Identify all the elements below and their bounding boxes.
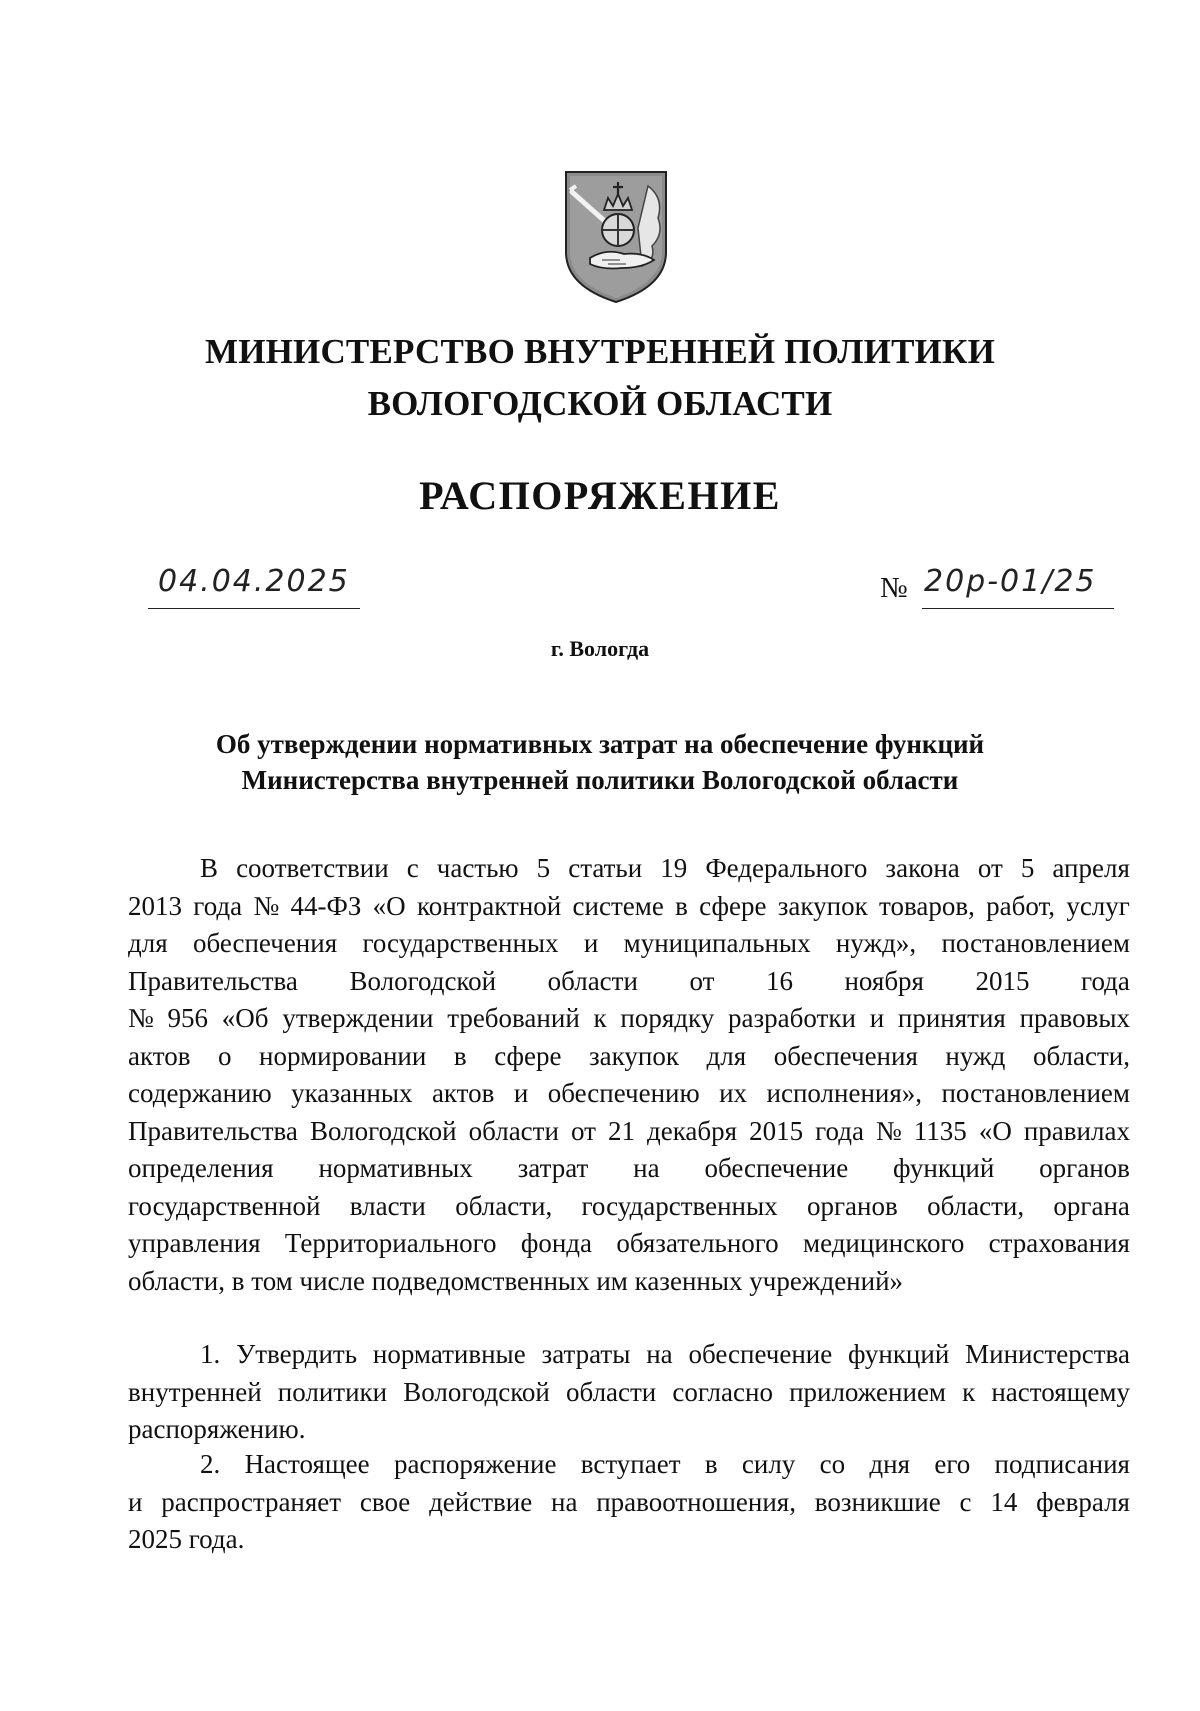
word: обеспечения <box>773 1040 918 1071</box>
word: закона <box>885 853 960 883</box>
preamble-line <box>128 963 1130 1001</box>
word: Утвердить <box>236 1339 358 1369</box>
word: и <box>128 1486 143 1517</box>
word: «О <box>978 1115 1012 1146</box>
word: затрат <box>517 1153 589 1183</box>
word: от <box>570 1115 596 1146</box>
word: актов <box>128 1040 191 1071</box>
word: и <box>869 1003 885 1033</box>
word: Вологодской <box>309 1115 457 1146</box>
word: затраты <box>541 1339 631 1369</box>
word: сфере <box>494 1040 562 1071</box>
word: органов <box>1039 1153 1130 1183</box>
word: функций <box>848 1339 950 1369</box>
word: подписания <box>994 1449 1130 1479</box>
word: распоряжение <box>393 1449 557 1479</box>
word: работ, <box>986 890 1056 921</box>
word: 1135 <box>913 1115 967 1146</box>
word: для <box>706 1040 747 1071</box>
word: области <box>566 1376 657 1407</box>
document-number <box>880 562 1120 608</box>
preamble-line <box>128 1075 1130 1113</box>
word: года <box>193 890 243 921</box>
subject-line1: Об утверждении нормативных затрат на обеспечение функций <box>215 729 985 759</box>
word: власти <box>349 1190 426 1221</box>
word: на <box>646 1339 673 1369</box>
preamble-line <box>128 1225 1130 1263</box>
word: с <box>406 853 419 883</box>
item-1-paragraph <box>128 1336 1130 1449</box>
word: для <box>128 928 168 958</box>
word: № <box>128 1003 154 1033</box>
word: № <box>876 1115 902 1146</box>
word: апреля <box>1052 853 1130 883</box>
word: 21 <box>607 1115 635 1146</box>
word: февраля <box>1036 1486 1130 1517</box>
word: обеспечения <box>192 928 338 958</box>
word: нужд», <box>835 928 917 958</box>
word: силу <box>741 1449 796 1479</box>
word: управления <box>128 1228 261 1258</box>
word: дня <box>869 1449 911 1479</box>
word: Вологодской <box>403 1376 550 1407</box>
word: Министерства <box>965 1339 1130 1369</box>
word: Правительства <box>128 1115 298 1146</box>
word: настоящему <box>991 1376 1130 1407</box>
item-1-line <box>128 1336 1130 1374</box>
word: обеспечение <box>688 1339 833 1369</box>
word: 2013 <box>128 890 182 921</box>
word: внутренней <box>128 1376 262 1407</box>
handwritten-date: 04.04.2025 <box>158 564 350 599</box>
word: правоотношения, <box>596 1486 796 1517</box>
word: 956 <box>167 1003 209 1033</box>
word: исполнения», <box>766 1078 923 1108</box>
vologda-coat-of-arms-icon <box>560 168 672 306</box>
word: области, <box>927 1190 1025 1221</box>
word: нормативные <box>372 1339 526 1369</box>
word: порядку <box>620 1003 715 1033</box>
word: 5 <box>536 853 551 883</box>
word: их <box>719 1078 748 1108</box>
word: соответствии <box>236 853 389 883</box>
city-name: г. Вологда <box>550 636 650 661</box>
ministry-name-line1: МИНИСТЕРСТВО ВНУТРЕННЕЙ ПОЛИТИКИ <box>204 332 996 371</box>
document-subject <box>0 726 1200 798</box>
word: фонда <box>520 1228 593 1258</box>
item-2-line <box>128 1446 1130 1484</box>
preamble-line <box>128 888 1130 926</box>
item-1-line <box>128 1374 1130 1412</box>
word: правовых <box>1019 1003 1130 1033</box>
preamble-line <box>128 1000 1130 1038</box>
word: приложением <box>789 1376 947 1407</box>
word: области <box>547 965 638 996</box>
word: области, <box>455 1190 553 1221</box>
word: обязательного <box>616 1228 779 1258</box>
word: области <box>468 1115 559 1146</box>
word: к <box>962 1376 976 1407</box>
word: от <box>689 965 715 996</box>
preamble-line <box>128 1038 1130 1076</box>
word: года <box>815 1115 864 1146</box>
preamble-paragraph <box>128 850 1130 1300</box>
word: «Об <box>221 1003 269 1033</box>
word: политики <box>277 1376 388 1407</box>
word: 19 <box>660 853 688 883</box>
word: страхования <box>988 1228 1130 1258</box>
word: области, <box>1032 1040 1130 1071</box>
preamble-line: области, в том числе подведомственных им казенных учреждений» <box>128 1265 904 1296</box>
word: со <box>819 1449 846 1479</box>
document-type-title: РАСПОРЯЖЕНИЕ <box>419 473 781 518</box>
word: на <box>633 1153 660 1183</box>
word: Вологодской <box>349 965 497 996</box>
word: правилах <box>1023 1115 1130 1146</box>
word: в <box>704 1449 718 1479</box>
word: его <box>934 1449 971 1479</box>
word: о <box>217 1040 232 1071</box>
word: на <box>551 1486 578 1517</box>
word: к <box>593 1003 607 1033</box>
word: В <box>200 853 219 883</box>
word: функций <box>893 1153 995 1183</box>
word: определения <box>128 1153 274 1183</box>
word: обеспечение <box>704 1153 849 1183</box>
word: государственной <box>128 1190 321 1221</box>
word: распространяет <box>161 1486 342 1517</box>
word: 16 <box>765 965 793 996</box>
word: статьи <box>568 853 643 883</box>
word: содержанию <box>128 1078 272 1108</box>
word: года <box>1081 965 1130 996</box>
word: разработки <box>728 1003 856 1033</box>
word: актов <box>431 1078 495 1108</box>
preamble-line <box>128 925 1130 963</box>
word: закупок <box>589 1040 679 1071</box>
ministry-name-line2: ВОЛОГОДСКОЙ ОБЛАСТИ <box>367 384 833 423</box>
word: и <box>513 1078 529 1108</box>
word: указанных <box>291 1078 413 1108</box>
preamble-line <box>128 1113 1130 1151</box>
word: нормативных <box>318 1153 473 1183</box>
word: 2. <box>200 1449 221 1479</box>
word: муниципальных <box>623 928 811 958</box>
word: утверждении <box>282 1003 434 1033</box>
word: Настоящее <box>244 1449 370 1479</box>
word: согласно <box>672 1376 773 1407</box>
word: 5 <box>1020 853 1035 883</box>
word: органов <box>806 1190 898 1221</box>
word: государственных <box>362 928 559 958</box>
word: 14 <box>990 1486 1018 1517</box>
word: в <box>675 890 688 921</box>
preamble-line <box>128 1150 1130 1188</box>
document-date <box>148 562 360 609</box>
word: декабря <box>646 1115 738 1146</box>
word: возникшие <box>814 1486 941 1517</box>
word: закупок <box>777 890 868 921</box>
word: свое <box>359 1486 411 1517</box>
word: с <box>959 1486 972 1517</box>
word: действие <box>429 1486 533 1517</box>
word: органа <box>1053 1190 1130 1221</box>
word: 2015 <box>975 965 1030 996</box>
word: сфере <box>699 890 767 921</box>
number-underline <box>922 608 1114 609</box>
word: 2015 <box>749 1115 804 1146</box>
handwritten-number: 20р-01/25 <box>924 564 1097 599</box>
word: Правительства <box>128 965 298 996</box>
word: контрактной <box>416 890 562 921</box>
word: обеспечению <box>547 1078 700 1108</box>
word: требований <box>447 1003 580 1033</box>
word: частью <box>436 853 519 883</box>
word: вступает <box>580 1449 681 1479</box>
word: Территориального <box>284 1228 497 1258</box>
word: нормировании <box>259 1040 427 1071</box>
preamble-line <box>128 1188 1130 1226</box>
word: № <box>253 890 280 921</box>
word: ноября <box>844 965 924 996</box>
word: в <box>453 1040 467 1071</box>
word: системе <box>572 890 664 921</box>
number-sign: № <box>880 572 908 604</box>
word: услуг <box>1066 890 1130 921</box>
word: 44-ФЗ <box>290 890 362 921</box>
word: постановлением <box>941 928 1130 958</box>
word: от <box>977 853 1003 883</box>
item-2-line <box>128 1484 1130 1522</box>
word: и <box>583 928 599 958</box>
item-2-line: 2025 года. <box>128 1524 245 1554</box>
item-1-line: распоряжению. <box>128 1414 306 1444</box>
word: государственных <box>581 1190 778 1221</box>
word: товаров, <box>879 890 975 921</box>
item-2-paragraph <box>128 1446 1130 1559</box>
word: «О <box>372 890 406 921</box>
word: нужд <box>945 1040 1006 1071</box>
word: Федерального <box>705 853 868 883</box>
word: постановлением <box>941 1078 1130 1108</box>
word: медицинского <box>802 1228 965 1258</box>
subject-line2: Министерства внутренней политики Вологодской области <box>241 765 959 795</box>
word: 1. <box>200 1339 221 1369</box>
preamble-line <box>128 850 1130 888</box>
word: принятия <box>897 1003 1006 1033</box>
